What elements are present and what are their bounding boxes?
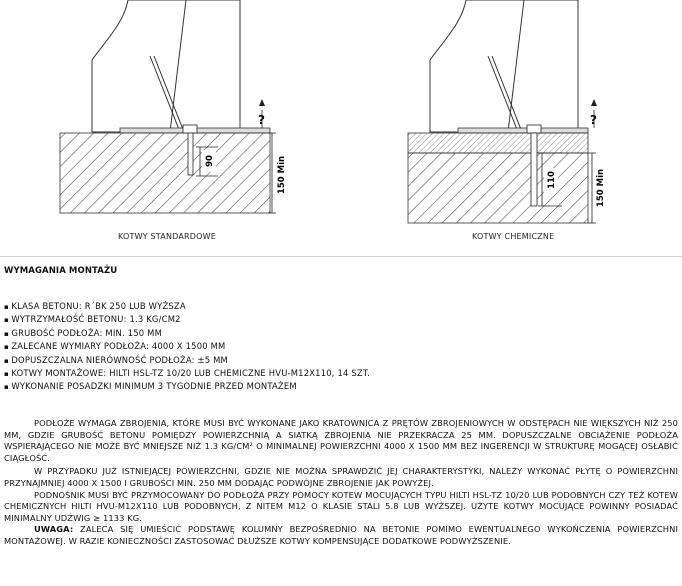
chemical-anchor-caption: KOTWY CHEMICZNE	[472, 232, 555, 241]
requirements-list	[4, 300, 370, 394]
anchor-depth-label: 110	[547, 171, 557, 189]
warning-text: ZALECA SIĘ UMIEŚCIĆ PODSTAWĘ KOLUMNY BEZPOŚREDNIO NA BETONIE POMIMO EWENTUALNEGO WYKOŃCZENIA POWIERZCHNI MONTAŻOWEJ. W RAZIE KONIECZNOŚCI ZASTOSOWAĆ DŁUŻSZE KOTWY KOMPENSUJĄCE DODATKOWE PODWYŻSZENIE.	[4, 524, 678, 546]
paragraph: W PRZYPADKU JUŻ ISTNIEJĄCEJ POWIERZCHNI, GDZIE NIE MOŻNA SPRAWDZIĆ JEJ CHARAKTERYSTYKI, NALEŻY WYKONAĆ PŁYTĘ O POWIERZCHNI PRZYNAJMNIEJ 4000 X 1500 I GRUBOŚCI MIN. 250 MM DODAJĄC PODWÓJNE ZBROJENIE JAK POWYŻEJ.	[4, 466, 678, 488]
requirement-item: ▪ KOTWY MONTAŻOWE: HILTI HSL-TZ 10/20 LUB CHEMICZNE HVU-M12X110, 14 SZT.	[4, 367, 370, 380]
chemical-anchor-diagram	[408, 0, 609, 223]
warning-paragraph	[4, 524, 678, 547]
slab-thickness-label: 150 Min	[596, 168, 606, 208]
standard-anchor-caption: KOTWY STANDARDOWE	[118, 232, 217, 241]
requirement-item: ▪ KLASA BETONU: R´BK 250 LUB WYŻSZA	[4, 300, 370, 313]
base-plate	[458, 128, 588, 133]
column-base-silhouette	[430, 0, 578, 132]
concrete-slab	[60, 133, 270, 213]
requirement-item: ▪ WYTRZYMAŁOŚĆ BETONU: 1.3 KG/CM2	[4, 313, 370, 326]
section-divider	[0, 256, 682, 257]
question-mark: ?	[590, 113, 597, 127]
anchor-diagrams	[0, 0, 682, 252]
body-text	[4, 418, 678, 548]
requirement-item: ▪ ZALECANE WYMIARY PODŁOŻA: 4000 X 1500 MM	[4, 340, 370, 353]
anchor-bolt	[531, 133, 537, 206]
paragraph: PODŁOŻE WYMAGA ZBROJENIA, KTÓRE MUSI BYĆ WYKONANE JAKO KRATOWNICA Z PRĘTÓW ZBROJENIOWYCH W ODSTĘPACH NIE WIĘKSZYCH NIŻ 250 MM, GDZIE GRUBOŚĆ BETONU POMIĘDZY POWIERZCHNIĄ A SIATKĄ ZBROJENIA NIE PRZEKRACZA 25 MM. DOPUSZCZALNE OBCIĄŻENIE PODŁOŻA WSPIERAJĄCEGO NIE MOŻE BYĆ MNIEJSZE NIŻ 1.3 KG/CM² O MINIMALNEJ POWIERZCHNI 4000 X 1500 MM BEZ INGERENCJI W STRUKTURĘ MOGĄCEJ OSŁABIĆ CIĄGŁOŚĆ.	[4, 418, 678, 463]
floor-finish-layer	[408, 133, 588, 153]
concrete-slab	[408, 153, 588, 223]
slab-thickness-label: 150 Min	[277, 155, 287, 195]
requirement-item: ▪ WYKONANIE POSADZKI MINIMUM 3 TYGODNIE PRZED MONTAŻEM	[4, 380, 370, 393]
requirement-item: ▪ DOPUSZCZALNA NIERÓWNOŚĆ PODŁOŻA: ±5 MM	[4, 354, 370, 367]
standard-anchor-diagram	[60, 0, 290, 213]
requirement-item: ▪ GRUBOŚĆ PODŁOŻA: MIN. 150 MM	[4, 327, 370, 340]
section-title: WYMAGANIA MONTAŻU	[4, 266, 118, 276]
question-mark: ?	[258, 113, 265, 127]
paragraph: PODNOŚNIK MUSI BYĆ PRZYMOCOWANY DO PODŁOŻA PRZY POMOCY KOTEW MOCUJĄCYCH TYPU HILTI HSL-TZ 10/20 LUB PODOBNYCH CZY TEŻ KOTEW CHEMICZNYCH HILTI HVU-M12X110 LUB PODOBNYCH, Z NITEM M12 O KLASIE STALI 5.8 LUB WYŻSZEJ. UŻYTE KOTWY MOCUJĄCE POWINNY POSIADAĆ MINIMALNY UDŹWIG ≥ 1133 KG.	[4, 489, 678, 523]
arrow-head	[259, 99, 265, 106]
anchor-nut	[183, 125, 197, 133]
anchor-nut	[527, 125, 541, 133]
warning-label: UWAGA:	[34, 524, 74, 535]
column-base-silhouette	[92, 0, 240, 132]
arrow-head	[591, 99, 597, 106]
anchor-depth-label: 90	[205, 155, 215, 167]
anchor-bolt	[188, 133, 193, 175]
